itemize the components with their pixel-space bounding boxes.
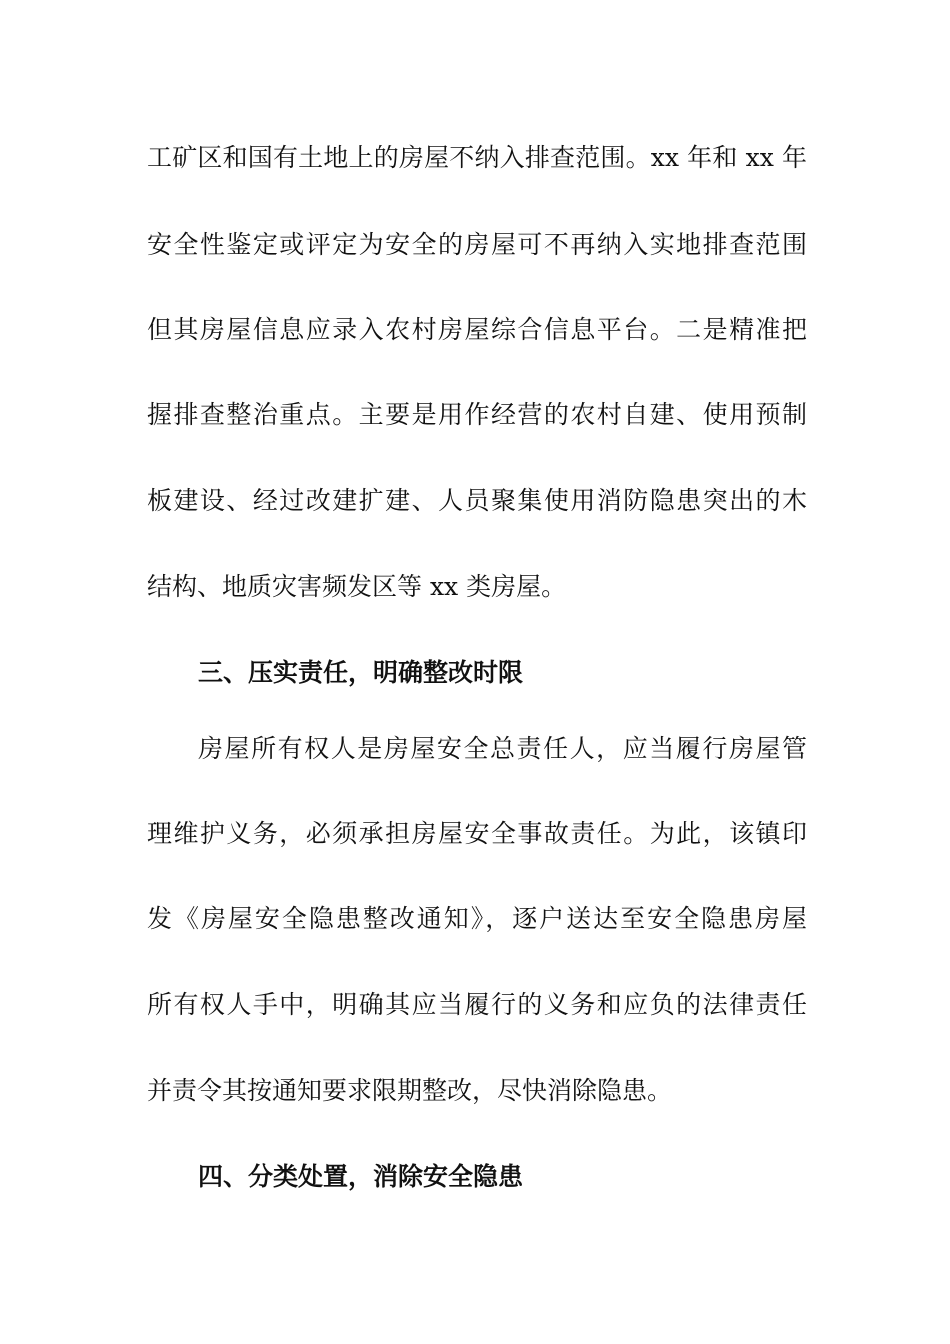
paragraph-line: 握排查整治重点。主要是用作经营的农村自建、使用预制 [147, 400, 807, 429]
paragraph-line: 房屋所有权人是房屋安全总责任人，应当履行房屋管 [198, 734, 807, 763]
paragraph-line: 发《房屋安全隐患整改通知》，逐户送达至安全隐患房屋 [147, 904, 807, 933]
paragraph-line: 板建设、经过改建扩建、人员聚集使用消防隐患突出的木 [147, 486, 807, 515]
paragraph-line: 并责令其按通知要求限期整改，尽快消除隐患。 [147, 1076, 673, 1105]
section-heading-4: 四、分类处置，消除安全隐患 [198, 1162, 524, 1191]
paragraph-line: 安全性鉴定或评定为安全的房屋可不再纳入实地排查范围 [147, 230, 807, 259]
paragraph-line: 所有权人手中，明确其应当履行的义务和应负的法律责任 [147, 990, 807, 1019]
paragraph-line: 理维护义务，必须承担房屋安全事故责任。为此，该镇印 [147, 819, 807, 848]
paragraph-line: 但其房屋信息应录入农村房屋综合信息平台。二是精准把 [147, 315, 807, 344]
paragraph-line: 工矿区和国有土地上的房屋不纳入排查范围。xx 年和 xx 年 [147, 143, 807, 172]
paragraph-line: 结构、地质灾害频发区等 xx 类房屋。 [147, 572, 567, 601]
section-heading-3: 三、压实责任，明确整改时限 [198, 658, 524, 687]
